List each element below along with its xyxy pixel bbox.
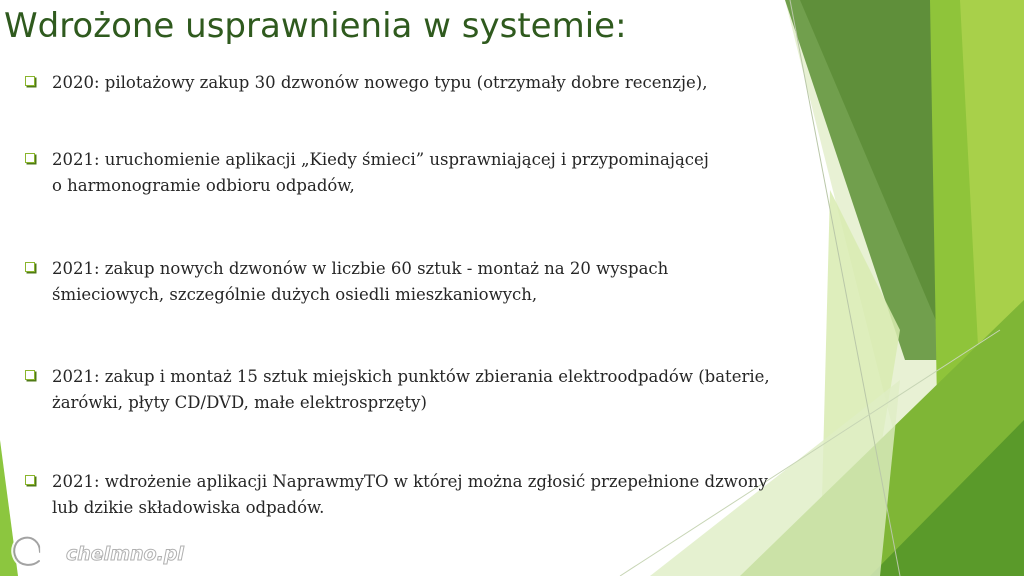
- square-bullet-icon: [25, 153, 35, 163]
- square-bullet-icon: [25, 76, 35, 86]
- bullet-line: żarówki, płyty CD/DVD, małe elektrosprzęty): [52, 393, 427, 412]
- square-bullet-icon: [25, 370, 35, 380]
- bullet-line: 2020: pilotażowy zakup 30 dzwonów nowego typu (otrzymały dobre recenzje),: [52, 73, 708, 92]
- bullet-text: [52, 147, 822, 199]
- bullet-line: lub dzikie składowiska odpadów.: [52, 498, 325, 517]
- bullet-text: [52, 469, 822, 521]
- bullet-line: śmieciowych, szczególnie dużych osiedli mieszkaniowych,: [52, 285, 538, 304]
- bullet-line: 2021: wdrożenie aplikacji NaprawmyTO w której można zgłosić przepełnione dzwony: [52, 472, 768, 491]
- bullet-text: [52, 256, 822, 308]
- e-letter-icon: [14, 538, 40, 565]
- square-bullet-icon: [25, 262, 35, 272]
- bullet-line: 2021: uruchomienie aplikacji „Kiedy śmieci” usprawniającej i przypominającej: [52, 150, 709, 169]
- watermark-logo: [10, 530, 210, 570]
- bullet-line: 2021: zakup i montaż 15 sztuk miejskich punktów zbierania elektroodpadów (baterie,: [52, 367, 770, 386]
- bullet-text: [52, 364, 822, 416]
- slide-title: Wdrożone usprawnienia w systemie:: [4, 6, 627, 46]
- square-bullet-icon: [25, 475, 35, 485]
- watermark-text: chelmno.pl: [66, 543, 184, 565]
- bullet-line: o harmonogramie odbioru odpadów,: [52, 176, 355, 195]
- bullet-line: 2021: zakup nowych dzwonów w liczbie 60 sztuk - montaż na 20 wyspach: [52, 259, 669, 278]
- bullet-text: [52, 70, 822, 96]
